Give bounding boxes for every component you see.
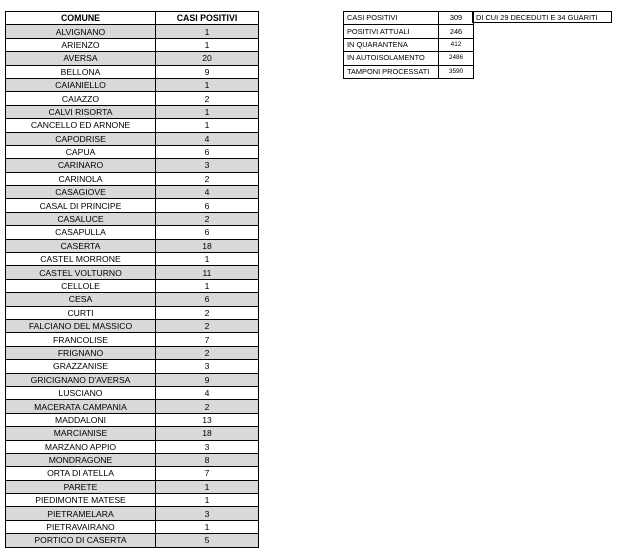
comune-cell: PARETE bbox=[6, 480, 156, 493]
comune-cell: PIEDIMONTE MATESE bbox=[6, 494, 156, 507]
table-row bbox=[6, 494, 259, 507]
table-row bbox=[6, 480, 259, 493]
comune-cell: GRAZZANISE bbox=[6, 360, 156, 373]
comune-cell: BELLONA bbox=[6, 65, 156, 78]
casi-cell: 3 bbox=[156, 507, 259, 520]
summary-value: 412 bbox=[439, 38, 474, 51]
comune-cell: CASAGIOVE bbox=[6, 186, 156, 199]
summary-value: 3590 bbox=[439, 65, 474, 78]
casi-cell: 1 bbox=[156, 520, 259, 533]
casi-cell: 1 bbox=[156, 105, 259, 118]
casi-cell: 2 bbox=[156, 212, 259, 225]
table-row bbox=[6, 440, 259, 453]
comune-cell: CELLOLE bbox=[6, 279, 156, 292]
table-row bbox=[6, 266, 259, 279]
table-row bbox=[6, 467, 259, 480]
table-row bbox=[6, 386, 259, 399]
summary-label: CASI POSITIVI bbox=[344, 12, 439, 25]
casi-cell: 1 bbox=[156, 253, 259, 266]
casi-cell: 9 bbox=[156, 65, 259, 78]
summary-body bbox=[344, 12, 474, 79]
table-row bbox=[6, 65, 259, 78]
table-row bbox=[6, 132, 259, 145]
comune-cell: CASTEL MORRONE bbox=[6, 253, 156, 266]
header-casi-positivi: CASI POSITIVI bbox=[156, 12, 259, 25]
casi-cell: 4 bbox=[156, 132, 259, 145]
table-row bbox=[6, 413, 259, 426]
table-row bbox=[6, 92, 259, 105]
summary-value: 2486 bbox=[439, 52, 474, 65]
table-row bbox=[6, 346, 259, 359]
table-row bbox=[6, 25, 259, 38]
casi-cell: 18 bbox=[156, 239, 259, 252]
table-row bbox=[6, 38, 259, 51]
table-row bbox=[6, 52, 259, 65]
table-row bbox=[6, 306, 259, 319]
comune-cell: ARIENZO bbox=[6, 38, 156, 51]
casi-cell: 6 bbox=[156, 199, 259, 212]
header-comune: COMUNE bbox=[6, 12, 156, 25]
comune-cell: GRICIGNANO D'AVERSA bbox=[6, 373, 156, 386]
comune-cell: AVERSA bbox=[6, 52, 156, 65]
table-row bbox=[6, 78, 259, 91]
casi-cell: 2 bbox=[156, 400, 259, 413]
comune-cell: CASTEL VOLTURNO bbox=[6, 266, 156, 279]
summary-label: IN QUARANTENA bbox=[344, 38, 439, 51]
comune-cell: PORTICO DI CASERTA bbox=[6, 534, 156, 547]
table-row bbox=[6, 520, 259, 533]
table-row bbox=[6, 239, 259, 252]
table-row bbox=[6, 253, 259, 266]
table-row bbox=[6, 145, 259, 158]
casi-cell: 7 bbox=[156, 333, 259, 346]
table-row bbox=[6, 119, 259, 132]
casi-cell: 3 bbox=[156, 440, 259, 453]
comune-cell: CAPODRISE bbox=[6, 132, 156, 145]
table-body bbox=[6, 25, 259, 547]
casi-cell: 4 bbox=[156, 386, 259, 399]
casi-cell: 4 bbox=[156, 186, 259, 199]
table-row bbox=[6, 453, 259, 466]
table-row bbox=[6, 279, 259, 292]
summary-value: 309 bbox=[439, 12, 474, 25]
casi-cell: 18 bbox=[156, 427, 259, 440]
table-row bbox=[6, 293, 259, 306]
casi-cell: 2 bbox=[156, 172, 259, 185]
table-row bbox=[6, 373, 259, 386]
comune-cell: CAIAZZO bbox=[6, 92, 156, 105]
casi-cell: 1 bbox=[156, 494, 259, 507]
summary-table bbox=[343, 11, 474, 79]
comune-cell: CURTI bbox=[6, 306, 156, 319]
summary-label: TAMPONI PROCESSATI bbox=[344, 65, 439, 78]
comune-cell: LUSCIANO bbox=[6, 386, 156, 399]
casi-cell: 13 bbox=[156, 413, 259, 426]
comune-cell: MACERATA CAMPANIA bbox=[6, 400, 156, 413]
table-row bbox=[6, 400, 259, 413]
casi-cell: 20 bbox=[156, 52, 259, 65]
comune-cell: CALVI RISORTA bbox=[6, 105, 156, 118]
table-row bbox=[6, 333, 259, 346]
casi-cell: 6 bbox=[156, 226, 259, 239]
table-row bbox=[6, 212, 259, 225]
comune-cell: MARZANO APPIO bbox=[6, 440, 156, 453]
comune-cell: CANCELLO ED ARNONE bbox=[6, 119, 156, 132]
table-row bbox=[6, 172, 259, 185]
comune-cell: FRIGNANO bbox=[6, 346, 156, 359]
comune-cell: CASAL DI PRINCIPE bbox=[6, 199, 156, 212]
casi-cell: 2 bbox=[156, 306, 259, 319]
table-row bbox=[6, 105, 259, 118]
casi-cell: 1 bbox=[156, 78, 259, 91]
comune-cell: CARINOLA bbox=[6, 172, 156, 185]
summary-label: POSITIVI ATTUALI bbox=[344, 25, 439, 38]
summary-row bbox=[344, 38, 474, 51]
casi-cell: 9 bbox=[156, 373, 259, 386]
table-row bbox=[6, 159, 259, 172]
casi-cell: 1 bbox=[156, 279, 259, 292]
casi-cell: 1 bbox=[156, 38, 259, 51]
casi-per-comune-table bbox=[5, 11, 259, 548]
summary-row bbox=[344, 65, 474, 78]
comune-cell: ORTA DI ATELLA bbox=[6, 467, 156, 480]
casi-cell: 2 bbox=[156, 346, 259, 359]
casi-cell: 3 bbox=[156, 159, 259, 172]
casi-cell: 7 bbox=[156, 467, 259, 480]
table-row bbox=[6, 186, 259, 199]
casi-cell: 6 bbox=[156, 145, 259, 158]
summary-value: 246 bbox=[439, 25, 474, 38]
casi-cell: 8 bbox=[156, 453, 259, 466]
comune-cell: MADDALONI bbox=[6, 413, 156, 426]
comune-cell: ALVIGNANO bbox=[6, 25, 156, 38]
comune-cell: MARCIANISE bbox=[6, 427, 156, 440]
comune-cell: PIETRAMELARA bbox=[6, 507, 156, 520]
table-row bbox=[6, 507, 259, 520]
casi-cell: 1 bbox=[156, 119, 259, 132]
summary-row bbox=[344, 12, 474, 25]
casi-cell: 3 bbox=[156, 360, 259, 373]
casi-cell: 2 bbox=[156, 92, 259, 105]
comune-cell: CASERTA bbox=[6, 239, 156, 252]
comune-cell: PIETRAVAIRANO bbox=[6, 520, 156, 533]
casi-cell: 6 bbox=[156, 293, 259, 306]
table-row bbox=[6, 427, 259, 440]
summary-row bbox=[344, 52, 474, 65]
comune-cell: CARINARO bbox=[6, 159, 156, 172]
table-row bbox=[6, 360, 259, 373]
casi-cell: 2 bbox=[156, 319, 259, 332]
comune-cell: FALCIANO DEL MASSICO bbox=[6, 319, 156, 332]
summary-note: DI CUI 29 DECEDUTI E 34 GUARITI bbox=[472, 11, 612, 23]
table-header-row bbox=[6, 12, 259, 25]
table-row bbox=[6, 199, 259, 212]
comune-cell: CASALUCE bbox=[6, 212, 156, 225]
comune-cell: CESA bbox=[6, 293, 156, 306]
comune-cell: CAIANIELLO bbox=[6, 78, 156, 91]
casi-cell: 11 bbox=[156, 266, 259, 279]
table-row bbox=[6, 534, 259, 547]
table-row bbox=[6, 226, 259, 239]
summary-label: IN AUTOISOLAMENTO bbox=[344, 52, 439, 65]
casi-cell: 5 bbox=[156, 534, 259, 547]
summary-row bbox=[344, 25, 474, 38]
comune-cell: FRANCOLISE bbox=[6, 333, 156, 346]
comune-cell: MONDRAGONE bbox=[6, 453, 156, 466]
comune-cell: CASAPULLA bbox=[6, 226, 156, 239]
comune-cell: CAPUA bbox=[6, 145, 156, 158]
casi-cell: 1 bbox=[156, 480, 259, 493]
table-row bbox=[6, 319, 259, 332]
casi-cell: 1 bbox=[156, 25, 259, 38]
